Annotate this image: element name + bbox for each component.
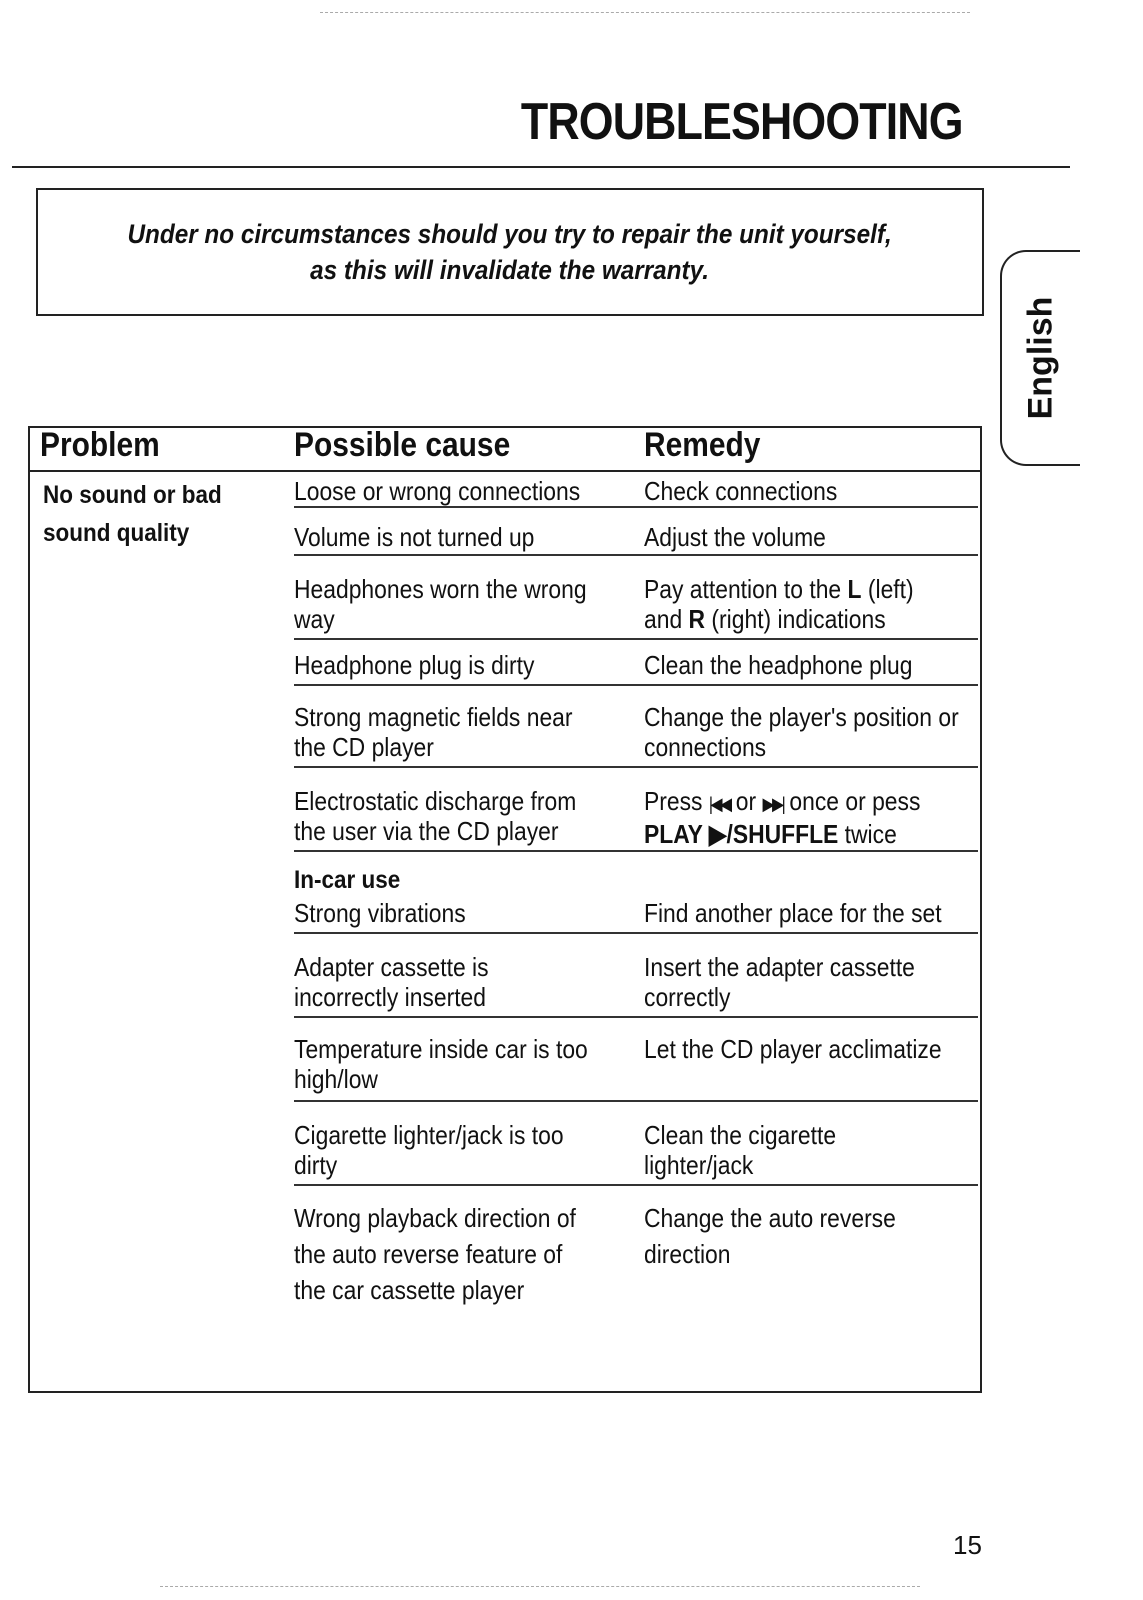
header-problem: Problem	[40, 426, 160, 464]
remedy-cell: Clean the cigarette lighter/jack	[644, 1120, 837, 1180]
cause-cell: Wrong playback direction of the auto reverse feature of the car cassette player	[294, 1203, 576, 1305]
table-row	[294, 786, 978, 852]
table-row	[294, 476, 978, 508]
cause-cell: Temperature inside car is too high/low	[294, 1034, 588, 1094]
language-tab	[1000, 250, 1080, 466]
page-number: 15	[953, 1530, 982, 1560]
cause-cell: Headphones worn the wrong way	[294, 574, 587, 634]
remedy-cell: Press |◀◀ or ▶▶| once or pess PLAY ▶/SHUFFLE twice	[644, 786, 921, 849]
cause-cell: Volume is not turned up	[294, 522, 535, 552]
table-row	[294, 650, 978, 686]
table-row	[294, 1034, 978, 1102]
remedy-cell: Insert the adapter cassette correctly	[644, 952, 915, 1012]
table-header-divider	[28, 470, 982, 472]
cause-cell: Loose or wrong connections	[294, 476, 581, 506]
remedy-cell: Change the auto reverse direction	[644, 1203, 896, 1269]
remedy-cell: Let the CD player acclimatize	[644, 1034, 942, 1064]
header-remedy: Remedy	[644, 426, 761, 464]
page-title: TROUBLESHOOTING	[521, 93, 963, 151]
cause-cell: Adapter cassette is incorrectly inserted	[294, 952, 489, 1012]
in-car-use-heading: In-car use	[294, 866, 401, 894]
table-row	[294, 952, 978, 1018]
cause-cell: Strong magnetic fields near the CD player	[294, 702, 573, 762]
table-row	[294, 1200, 978, 1310]
table-row	[294, 574, 978, 640]
header-possible-cause: Possible cause	[294, 426, 511, 464]
cause-cell: Electrostatic discharge from the user via the CD player	[294, 786, 577, 846]
language-label: English	[1021, 296, 1060, 420]
cause-cell: Headphone plug is dirty	[294, 650, 535, 680]
table-row	[294, 702, 978, 768]
skip-next-icon: ▶▶|	[762, 794, 784, 814]
scan-artifact-bottom	[160, 1586, 920, 1587]
cause-cell: Strong vibrations	[294, 898, 466, 928]
skip-previous-icon: |◀◀	[708, 794, 730, 814]
title-divider	[12, 166, 1070, 168]
remedy-cell: Check connections	[644, 476, 838, 506]
problem-no-sound: No sound or bad sound quality	[43, 481, 222, 547]
remedy-cell: Pay attention to the L (left) and R (right) indications	[644, 574, 914, 634]
remedy-cell: Adjust the volume	[644, 522, 826, 552]
table-row	[294, 522, 978, 556]
cause-cell: Cigarette lighter/jack is too dirty	[294, 1120, 564, 1180]
scan-artifact-top	[320, 12, 970, 13]
remedy-cell: Find another place for the set	[644, 898, 942, 928]
remedy-cell: Change the player's position or connections	[644, 702, 959, 762]
warning-line-1: Under no circumstances should you try to repair the unit yourself,	[127, 219, 893, 249]
table-row	[294, 1120, 978, 1186]
warranty-warning-box	[36, 188, 984, 316]
remedy-cell: Clean the headphone plug	[644, 650, 913, 680]
warning-line-2: as this will invalidate the warranty.	[310, 255, 710, 285]
table-row	[294, 898, 978, 934]
